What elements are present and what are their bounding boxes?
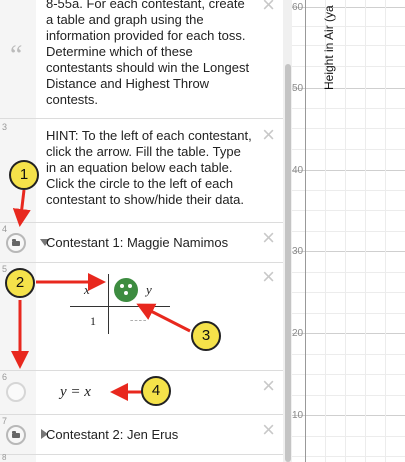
y-tick-label: 50 — [292, 83, 304, 94]
gridline — [292, 210, 405, 211]
table-color-toggle[interactable] — [114, 278, 138, 302]
note-1-line: Determine which of these — [46, 44, 193, 59]
gridline — [292, 415, 405, 416]
y-tick-label: 40 — [292, 165, 304, 176]
folder-label: Contestant 2: Jen Erus — [46, 427, 179, 442]
note-3-line: contestant to show/hide their data. — [46, 192, 245, 207]
note-1-line: contests. — [46, 92, 99, 107]
note-3-line: in an equation below each table. — [46, 160, 233, 175]
close-icon[interactable]: × — [262, 373, 275, 398]
y-tick-label: 30 — [292, 246, 304, 257]
gridline — [292, 170, 405, 171]
folder-visibility-toggle[interactable] — [6, 233, 26, 253]
gridline — [292, 26, 405, 27]
note-3-line: click the arrow. Fill the table. Type — [46, 144, 241, 159]
scrollbar-thumb[interactable] — [285, 64, 291, 462]
gridline — [292, 333, 405, 334]
folder-label: Contestant 1: Maggie Namimos — [46, 235, 229, 250]
close-icon[interactable]: × — [262, 417, 275, 442]
gridline — [292, 128, 405, 129]
note-3-line: HINT: To the left of each contestant, — [46, 128, 252, 143]
table-header-x[interactable]: x — [84, 282, 90, 297]
row-number: 7 — [2, 416, 8, 426]
note-1-line: a table and graph using the — [46, 12, 204, 27]
y-tick-label: 10 — [292, 410, 304, 421]
point-style-icon — [120, 284, 124, 288]
expression-text[interactable]: y = x — [60, 384, 91, 400]
gridline — [292, 108, 405, 109]
note-1-line: contestants should win the Longest — [46, 60, 250, 75]
table-cell-y1[interactable]: ---- — [130, 315, 148, 326]
gridline — [292, 456, 405, 457]
gridline — [292, 313, 405, 314]
folder-row-contestant-1[interactable] — [0, 222, 283, 263]
gridline-vertical — [365, 0, 366, 462]
gridline-vertical — [385, 0, 386, 462]
folder-row-contestant-2[interactable] — [0, 414, 283, 455]
folder-visibility-toggle[interactable] — [6, 425, 26, 445]
note-3-line: Click the circle to the left of each — [46, 176, 234, 191]
note-row-3[interactable] — [0, 118, 283, 223]
gridline — [292, 231, 405, 232]
quote-icon: “ — [10, 40, 23, 71]
gridline — [292, 251, 405, 252]
close-icon[interactable]: × — [262, 264, 275, 289]
gridline — [292, 272, 405, 273]
table-vertical-divider — [108, 274, 109, 334]
table-row-5[interactable] — [0, 262, 283, 371]
close-icon[interactable]: × — [262, 122, 275, 147]
row-number: 5 — [2, 264, 8, 274]
callout-badge-1: 1 — [9, 160, 39, 190]
table-horizontal-divider — [70, 306, 170, 307]
gridline — [292, 436, 405, 437]
row-number: 6 — [2, 372, 8, 382]
folder-icon — [12, 433, 20, 438]
gridline — [292, 374, 405, 375]
close-icon[interactable]: × — [262, 225, 275, 250]
gridline — [292, 88, 405, 89]
note-row-1[interactable] — [0, 0, 283, 119]
table-cell-x1[interactable]: 1 — [90, 314, 96, 328]
callout-badge-3: 3 — [191, 321, 221, 351]
gridline — [292, 149, 405, 150]
gridline — [292, 66, 405, 67]
note-1-line: 8-55a. For each contestant, create — [46, 0, 245, 11]
close-icon[interactable]: × — [262, 0, 275, 17]
note-1-line: Distance and Highest Throw — [46, 76, 210, 91]
y-axis — [305, 0, 306, 462]
y-tick-label: 60 — [292, 2, 304, 13]
row-number: 3 — [2, 122, 8, 132]
folder-row-8[interactable] — [0, 454, 283, 462]
gridline — [292, 7, 405, 8]
gridline — [292, 395, 405, 396]
gridline — [292, 354, 405, 355]
note-text-1 — [46, 0, 264, 108]
graph-area[interactable] — [292, 0, 405, 462]
note-1-line: information provided for each toss. — [46, 28, 246, 43]
callout-badge-2: 2 — [5, 268, 35, 298]
y-tick-label: 20 — [292, 328, 304, 339]
row-number: 8 — [2, 453, 7, 462]
gridline — [292, 45, 405, 46]
row-number: 4 — [2, 224, 8, 234]
expression-visibility-toggle[interactable] — [6, 382, 26, 402]
table-header-y[interactable]: y — [146, 282, 152, 297]
gridline-vertical — [345, 0, 346, 462]
gridline — [292, 292, 405, 293]
note-text-3 — [46, 128, 264, 208]
gridline — [292, 190, 405, 191]
y-axis-label: Height in Air (ya — [322, 5, 336, 90]
folder-icon — [12, 241, 20, 246]
callout-badge-4: 4 — [141, 376, 171, 406]
